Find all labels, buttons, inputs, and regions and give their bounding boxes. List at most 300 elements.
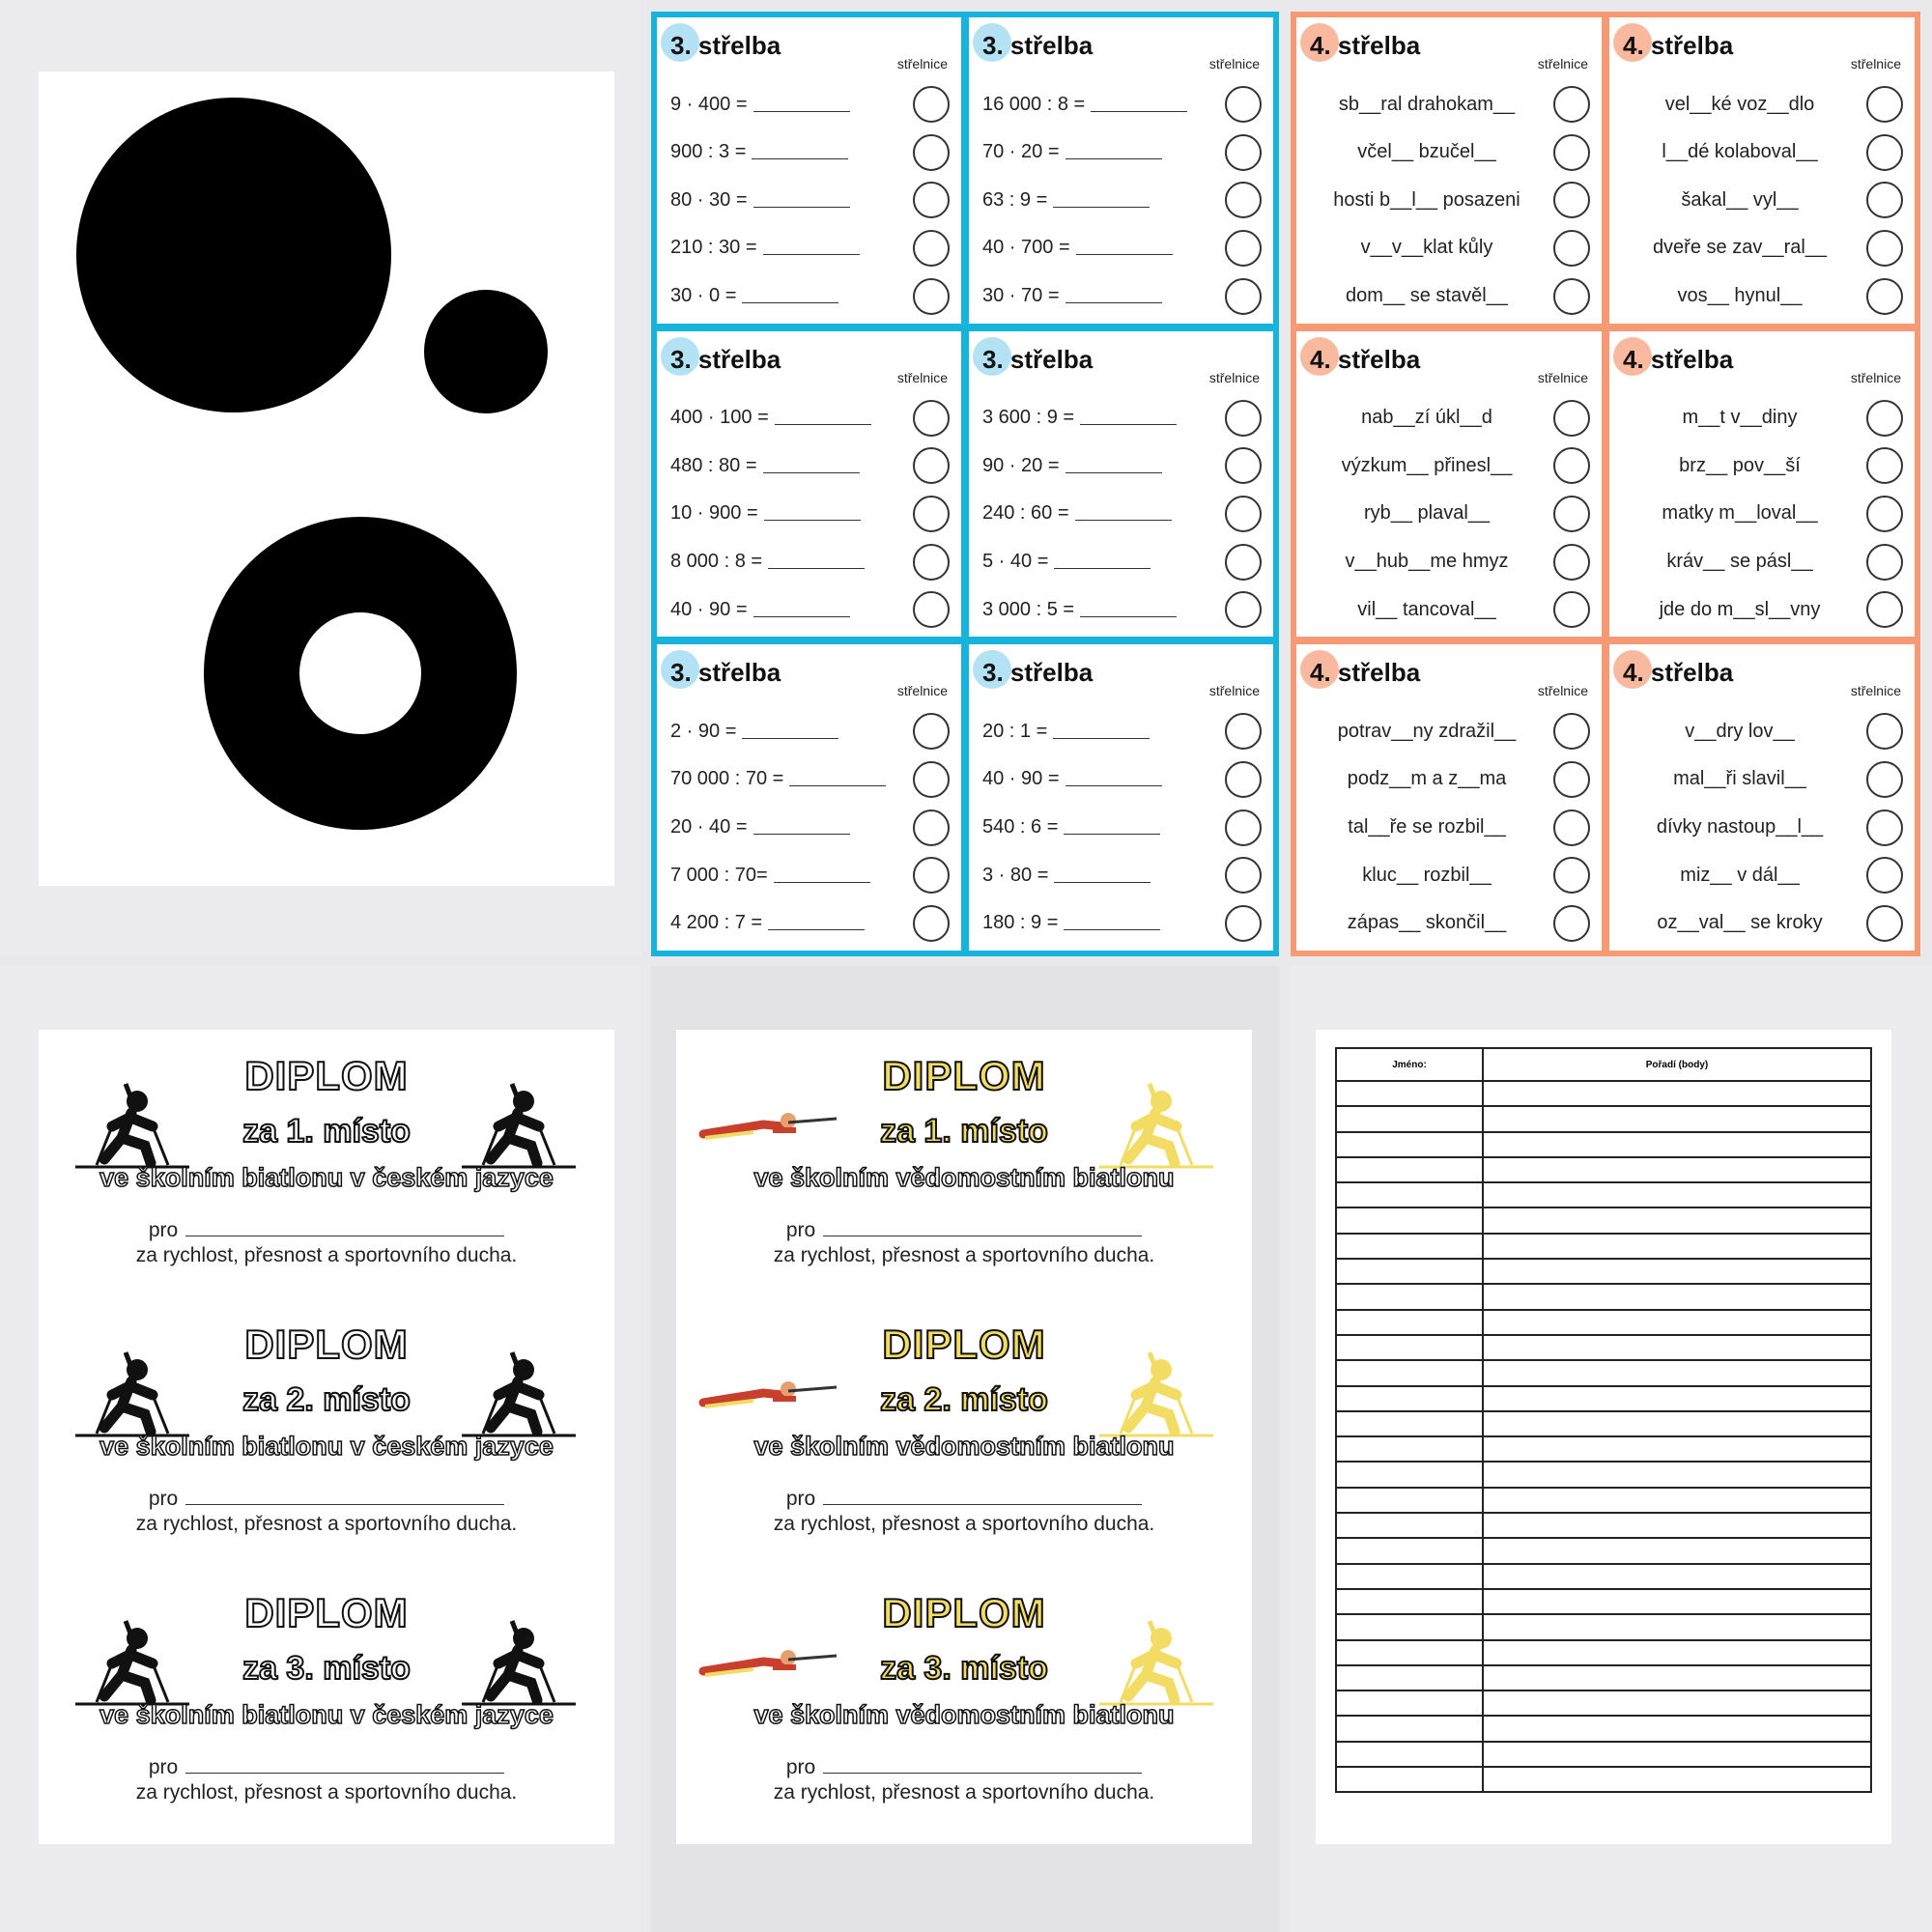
rank-cell[interactable] xyxy=(1483,1259,1871,1284)
task-row xyxy=(1310,807,1590,849)
task-row xyxy=(1623,131,1903,174)
target-circle[interactable] xyxy=(1553,810,1590,846)
card-title-word: střelba xyxy=(1009,31,1094,60)
rank-cell[interactable] xyxy=(1483,1360,1871,1385)
task-card xyxy=(1296,331,1602,638)
task-text: matky m__loval__ xyxy=(1662,502,1818,525)
task-row xyxy=(670,493,950,535)
task-text: 30 · 70 = xyxy=(982,285,1225,307)
name-cell[interactable] xyxy=(1336,1360,1483,1385)
task-row xyxy=(670,588,950,631)
diploma xyxy=(39,1053,614,1320)
target-circle[interactable] xyxy=(1225,713,1262,750)
task-text: 70 · 20 = xyxy=(982,141,1225,163)
task-card xyxy=(969,17,1273,324)
name-cell[interactable] xyxy=(1336,1106,1483,1131)
name-cell[interactable] xyxy=(1336,1614,1483,1639)
language-card-grid xyxy=(1296,17,1915,951)
ranking-row xyxy=(1336,1564,1871,1589)
target-circle[interactable] xyxy=(1225,544,1262,581)
ranking-row xyxy=(1336,1690,1871,1716)
target-circle[interactable] xyxy=(913,905,950,942)
diploma-place: za 2. místo xyxy=(242,1381,411,1418)
card-title-word: střelba xyxy=(1009,344,1094,374)
ring-target-inner xyxy=(299,612,421,734)
task-text: 90 · 20 = xyxy=(982,455,1225,477)
task-row xyxy=(670,541,950,583)
ranking-row xyxy=(1336,1132,1871,1157)
card-title-number: 3. xyxy=(982,344,1004,374)
target-circle[interactable] xyxy=(1553,591,1590,628)
rank-cell[interactable] xyxy=(1483,1335,1871,1360)
target-circle[interactable] xyxy=(1866,857,1903,894)
target-circle[interactable] xyxy=(1553,182,1590,218)
rank-cell[interactable] xyxy=(1483,1538,1871,1563)
name-cell[interactable] xyxy=(1336,1436,1483,1462)
task-list xyxy=(1310,397,1590,632)
name-cell[interactable] xyxy=(1336,1564,1483,1589)
diploma-title: DIPLOM xyxy=(882,1053,1046,1098)
ranking-row xyxy=(1336,1589,1871,1614)
name-cell[interactable] xyxy=(1336,1411,1483,1436)
diploma-reason: za rychlost, přesnost a sportovního ducha. xyxy=(773,1513,1155,1535)
task-text: ryb__ plaval__ xyxy=(1363,502,1491,525)
task-text: 2 · 90 = xyxy=(670,721,913,743)
task-row xyxy=(1310,131,1590,174)
diploma-recipient xyxy=(39,1219,614,1242)
task-text: 180 : 9 = xyxy=(982,912,1225,934)
name-cell[interactable] xyxy=(1336,1513,1483,1538)
task-row xyxy=(982,179,1262,221)
target-circle[interactable] xyxy=(1553,134,1590,171)
target-circle[interactable] xyxy=(1225,447,1262,484)
task-row xyxy=(1310,444,1590,487)
ranking-table xyxy=(1335,1047,1872,1793)
rank-cell[interactable] xyxy=(1483,1411,1871,1436)
task-text: sb__ral drahokam__ xyxy=(1338,93,1516,115)
target-circle[interactable] xyxy=(913,857,950,894)
target-circle[interactable] xyxy=(1553,905,1590,942)
card-title xyxy=(670,345,781,375)
task-row xyxy=(1623,444,1903,487)
rank-cell[interactable] xyxy=(1483,1310,1871,1335)
small-target xyxy=(424,290,548,413)
target-circle[interactable] xyxy=(1225,810,1262,846)
task-row xyxy=(670,902,950,945)
task-card xyxy=(1609,331,1915,638)
name-cell[interactable] xyxy=(1336,1386,1483,1411)
rank-cell[interactable] xyxy=(1483,1132,1871,1157)
rank-column-header: Pořadí (body) xyxy=(1483,1048,1871,1081)
card-title-number: 3. xyxy=(670,658,692,688)
rank-cell[interactable] xyxy=(1483,1767,1871,1792)
target-circle[interactable] xyxy=(913,810,950,846)
diploma-title: DIPLOM xyxy=(244,1053,409,1098)
color-diplomas-panel xyxy=(651,966,1279,1932)
target-circle[interactable] xyxy=(1866,496,1903,532)
rank-cell[interactable] xyxy=(1483,1284,1871,1309)
diploma-recipient xyxy=(39,1756,614,1779)
task-row xyxy=(1310,902,1590,945)
targets-sheet xyxy=(39,71,614,886)
task-text: jde do m__sl__vny xyxy=(1659,598,1821,620)
task-row xyxy=(982,83,1262,126)
name-cell[interactable] xyxy=(1336,1335,1483,1360)
ranking-row xyxy=(1336,1462,1871,1487)
bw-diploma-sheet xyxy=(39,1030,614,1844)
ranking-row xyxy=(1336,1716,1871,1741)
task-row xyxy=(1310,854,1590,896)
target-circle[interactable] xyxy=(1866,86,1903,123)
name-cell[interactable] xyxy=(1336,1234,1483,1259)
name-cell[interactable] xyxy=(1336,1310,1483,1335)
task-row xyxy=(982,275,1262,318)
task-text: vos__ hynul__ xyxy=(1677,285,1803,307)
task-text: 400 · 100 = xyxy=(670,407,913,429)
task-text: m__t v__diny xyxy=(1682,407,1798,429)
diploma-place: za 1. místo xyxy=(242,1113,411,1150)
name-cell[interactable] xyxy=(1336,1767,1483,1792)
card-title-number: 4. xyxy=(1623,344,1644,374)
target-circle[interactable] xyxy=(1225,857,1262,894)
name-cell[interactable] xyxy=(1336,1690,1483,1716)
target-circle[interactable] xyxy=(1866,182,1903,218)
ranking-row xyxy=(1336,1538,1871,1563)
card-title-number: 4. xyxy=(1310,658,1331,688)
diploma-description: ve školním vědomostním biatlonu xyxy=(753,1432,1175,1461)
target-circle[interactable] xyxy=(1553,857,1590,894)
recipient-label: pro xyxy=(785,1488,816,1510)
card-title xyxy=(982,31,1093,61)
ranking-row xyxy=(1336,1411,1871,1436)
task-card xyxy=(657,17,961,324)
task-card xyxy=(969,644,1273,951)
target-circle[interactable] xyxy=(1866,544,1903,581)
target-circle[interactable] xyxy=(913,400,950,437)
rank-cell[interactable] xyxy=(1483,1208,1871,1233)
target-circle[interactable] xyxy=(913,713,950,750)
ranking-row xyxy=(1336,1106,1871,1131)
ranking-row xyxy=(1336,1157,1871,1182)
rank-cell[interactable] xyxy=(1483,1182,1871,1208)
shooting-range-label: střelnice xyxy=(1208,56,1260,71)
ranking-row xyxy=(1336,1182,1871,1208)
rank-cell[interactable] xyxy=(1483,1742,1871,1767)
ranking-row xyxy=(1336,1436,1871,1462)
target-circle[interactable] xyxy=(1553,496,1590,532)
task-text: dom__ se stavěl__ xyxy=(1346,285,1508,307)
task-text: 3 000 : 5 = xyxy=(982,599,1225,621)
target-circle[interactable] xyxy=(913,182,950,218)
task-row xyxy=(982,710,1262,753)
recipient-label: pro xyxy=(785,1756,816,1778)
rank-cell[interactable] xyxy=(1483,1665,1871,1690)
task-text: 40 · 90 = xyxy=(982,768,1225,790)
task-text: 9 · 400 = xyxy=(670,94,913,116)
color-diploma-sheet xyxy=(676,1030,1252,1844)
task-text: 5 · 40 = xyxy=(982,551,1225,573)
ranking-row xyxy=(1336,1614,1871,1639)
rank-cell[interactable] xyxy=(1483,1513,1871,1538)
recipient-line[interactable] xyxy=(823,1504,1142,1505)
target-circle[interactable] xyxy=(1225,400,1262,437)
shooting-range-label: střelnice xyxy=(1850,369,1901,385)
task-text: 40 · 700 = xyxy=(982,237,1225,259)
rank-cell[interactable] xyxy=(1483,1386,1871,1411)
task-text: 16 000 : 8 = xyxy=(982,94,1225,116)
target-circle[interactable] xyxy=(1866,761,1903,798)
name-cell[interactable] xyxy=(1336,1589,1483,1614)
card-title-word: střelba xyxy=(1650,344,1734,374)
recipient-line[interactable] xyxy=(185,1773,504,1774)
target-circle[interactable] xyxy=(913,761,950,798)
task-card xyxy=(969,331,1273,638)
task-row xyxy=(982,588,1262,631)
card-title-word: střelba xyxy=(1650,658,1734,688)
task-row xyxy=(1623,588,1903,631)
task-text: 8 000 : 8 = xyxy=(670,551,913,573)
target-circle[interactable] xyxy=(1225,905,1262,942)
diploma-reason: za rychlost, přesnost a sportovního ducha. xyxy=(773,1244,1155,1266)
ranking-row xyxy=(1336,1360,1871,1385)
rank-cell[interactable] xyxy=(1483,1106,1871,1131)
ranking-row xyxy=(1336,1513,1871,1538)
diploma-title: DIPLOM xyxy=(882,1590,1046,1635)
task-row xyxy=(1623,493,1903,535)
card-title xyxy=(670,31,781,61)
name-cell[interactable] xyxy=(1336,1132,1483,1157)
task-card xyxy=(657,331,961,638)
target-circle[interactable] xyxy=(1866,230,1903,267)
rank-cell[interactable] xyxy=(1483,1436,1871,1462)
name-cell[interactable] xyxy=(1336,1208,1483,1233)
card-title-word: střelba xyxy=(697,658,781,688)
task-row xyxy=(670,710,950,753)
ranking-row xyxy=(1336,1234,1871,1259)
card-title-number: 3. xyxy=(670,344,692,374)
recipient-label: pro xyxy=(148,1488,179,1510)
task-text: vel__ké voz__dlo xyxy=(1664,93,1815,115)
recipient-line[interactable] xyxy=(823,1773,1142,1774)
task-text: 20 · 40 = xyxy=(670,816,913,838)
task-text: 3 600 : 9 = xyxy=(982,407,1225,429)
target-circle[interactable] xyxy=(1225,230,1262,267)
target-circle[interactable] xyxy=(1553,713,1590,750)
task-list xyxy=(1623,710,1903,945)
name-column-header: Jméno: xyxy=(1336,1048,1483,1081)
task-row xyxy=(1623,902,1903,945)
task-row xyxy=(982,131,1262,174)
task-text: 30 · 0 = xyxy=(670,285,913,307)
target-circle[interactable] xyxy=(1553,447,1590,484)
diploma-title: DIPLOM xyxy=(244,1590,409,1635)
card-title xyxy=(1310,31,1420,61)
task-list xyxy=(670,83,950,318)
target-circle[interactable] xyxy=(1866,134,1903,171)
target-circle[interactable] xyxy=(1553,230,1590,267)
name-cell[interactable] xyxy=(1336,1665,1483,1690)
shooting-range-label: střelnice xyxy=(896,683,948,699)
task-row xyxy=(670,854,950,896)
target-circle[interactable] xyxy=(913,86,950,123)
target-circle[interactable] xyxy=(1866,713,1903,750)
rank-cell[interactable] xyxy=(1483,1234,1871,1259)
card-title xyxy=(982,345,1093,375)
card-title-word: střelba xyxy=(697,344,781,374)
task-text: miz__ v dál__ xyxy=(1680,864,1800,886)
rank-cell[interactable] xyxy=(1483,1488,1871,1513)
task-row xyxy=(982,758,1262,801)
target-circle[interactable] xyxy=(1225,496,1262,532)
name-cell[interactable] xyxy=(1336,1259,1483,1284)
name-cell[interactable] xyxy=(1336,1538,1483,1563)
shooting-range-label: střelnice xyxy=(1537,683,1588,699)
target-circle[interactable] xyxy=(913,278,950,315)
recipient-line[interactable] xyxy=(185,1504,504,1505)
ranking-row xyxy=(1336,1208,1871,1233)
target-circle[interactable] xyxy=(1553,544,1590,581)
target-circle[interactable] xyxy=(1553,400,1590,437)
shooting-range-label: střelnice xyxy=(1537,56,1588,71)
name-cell[interactable] xyxy=(1336,1716,1483,1741)
target-circle[interactable] xyxy=(1553,278,1590,315)
task-text: hosti b__l__ posazeni xyxy=(1333,188,1520,211)
task-row xyxy=(1310,710,1590,753)
name-cell[interactable] xyxy=(1336,1182,1483,1208)
target-circle[interactable] xyxy=(913,230,950,267)
task-row xyxy=(1623,758,1903,801)
ranking-row xyxy=(1336,1386,1871,1411)
task-text: 210 : 30 = xyxy=(670,237,913,259)
task-card xyxy=(1609,17,1915,324)
diploma-description: ve školním biatlonu v českém jazyce xyxy=(99,1700,554,1729)
task-text: v__hub__me hmyz xyxy=(1345,551,1509,573)
rank-cell[interactable] xyxy=(1483,1081,1871,1106)
shooting-range-label: střelnice xyxy=(896,56,948,71)
task-row xyxy=(982,493,1262,535)
task-text: 80 · 30 = xyxy=(670,189,913,212)
task-row xyxy=(670,131,950,174)
target-circle[interactable] xyxy=(1553,761,1590,798)
target-circle[interactable] xyxy=(1225,86,1262,123)
task-list xyxy=(670,710,950,945)
diploma-description: ve školním vědomostním biatlonu xyxy=(753,1700,1175,1729)
card-title-number: 4. xyxy=(1310,344,1331,374)
task-row xyxy=(1623,397,1903,440)
diploma xyxy=(676,1590,1252,1857)
rank-cell[interactable] xyxy=(1483,1640,1871,1665)
rank-cell[interactable] xyxy=(1483,1564,1871,1589)
task-row xyxy=(670,179,950,221)
rank-cell[interactable] xyxy=(1483,1690,1871,1716)
card-title-word: střelba xyxy=(1337,31,1421,60)
task-text: dveře se zav__ral__ xyxy=(1652,237,1828,259)
recipient-label: pro xyxy=(148,1756,179,1778)
task-row xyxy=(1310,541,1590,583)
task-text: vil__ tancoval__ xyxy=(1357,598,1496,620)
name-cell[interactable] xyxy=(1336,1462,1483,1487)
rank-cell[interactable] xyxy=(1483,1716,1871,1741)
rank-cell[interactable] xyxy=(1483,1157,1871,1182)
task-row xyxy=(982,902,1262,945)
task-text: 40 · 90 = xyxy=(670,599,913,621)
target-circle[interactable] xyxy=(913,591,950,628)
diploma-reason: za rychlost, přesnost a sportovního ducha. xyxy=(135,1244,518,1266)
name-cell[interactable] xyxy=(1336,1640,1483,1665)
diploma-place: za 3. místo xyxy=(242,1650,411,1687)
target-circle[interactable] xyxy=(1866,810,1903,846)
card-title-word: střelba xyxy=(697,31,781,60)
name-cell[interactable] xyxy=(1336,1157,1483,1182)
task-row xyxy=(1623,227,1903,270)
target-circle[interactable] xyxy=(1866,278,1903,315)
task-text: tal__ře se rozbil__ xyxy=(1348,816,1506,838)
task-text: 63 : 9 = xyxy=(982,189,1225,212)
target-circle[interactable] xyxy=(1866,447,1903,484)
target-circle[interactable] xyxy=(1225,278,1262,315)
rank-cell[interactable] xyxy=(1483,1589,1871,1614)
task-row xyxy=(670,275,950,318)
card-title xyxy=(670,658,781,688)
shooting-range-label: střelnice xyxy=(1850,56,1901,71)
task-row xyxy=(1623,854,1903,896)
ranking-row xyxy=(1336,1335,1871,1360)
task-list xyxy=(982,83,1262,318)
task-row xyxy=(1310,227,1590,270)
diploma-place: za 3. místo xyxy=(880,1650,1048,1687)
name-cell[interactable] xyxy=(1336,1488,1483,1513)
shooting-range-label: střelnice xyxy=(1208,683,1260,699)
target-circle[interactable] xyxy=(1225,761,1262,798)
target-circle[interactable] xyxy=(913,496,950,532)
ranking-row xyxy=(1336,1488,1871,1513)
target-circle[interactable] xyxy=(1866,905,1903,942)
target-circle[interactable] xyxy=(1225,182,1262,218)
card-title-word: střelba xyxy=(1337,658,1421,688)
name-cell[interactable] xyxy=(1336,1742,1483,1767)
card-title xyxy=(1623,345,1733,375)
ranking-row xyxy=(1336,1665,1871,1690)
target-circle[interactable] xyxy=(1553,86,1590,123)
target-circle[interactable] xyxy=(1225,591,1262,628)
card-title xyxy=(982,658,1093,688)
task-list xyxy=(670,397,950,632)
task-row xyxy=(670,758,950,801)
target-circle[interactable] xyxy=(1866,591,1903,628)
rank-cell[interactable] xyxy=(1483,1462,1871,1487)
name-cell[interactable] xyxy=(1336,1081,1483,1106)
recipient-label: pro xyxy=(785,1219,816,1241)
task-row xyxy=(1310,179,1590,221)
diploma-place: za 2. místo xyxy=(880,1381,1048,1418)
diploma-description: ve školním vědomostním biatlonu xyxy=(753,1163,1175,1192)
target-circle[interactable] xyxy=(913,544,950,581)
task-row xyxy=(1623,179,1903,221)
name-cell[interactable] xyxy=(1336,1284,1483,1309)
task-row xyxy=(1623,710,1903,753)
target-circle[interactable] xyxy=(1866,400,1903,437)
ranking-row xyxy=(1336,1284,1871,1309)
task-row xyxy=(670,397,950,440)
ranking-row xyxy=(1336,1640,1871,1665)
ranking-row xyxy=(1336,1081,1871,1106)
target-circle[interactable] xyxy=(1225,134,1262,171)
task-card xyxy=(1609,644,1915,951)
target-circle[interactable] xyxy=(913,134,950,171)
rank-cell[interactable] xyxy=(1483,1614,1871,1639)
large-target xyxy=(76,98,391,412)
target-circle[interactable] xyxy=(913,447,950,484)
